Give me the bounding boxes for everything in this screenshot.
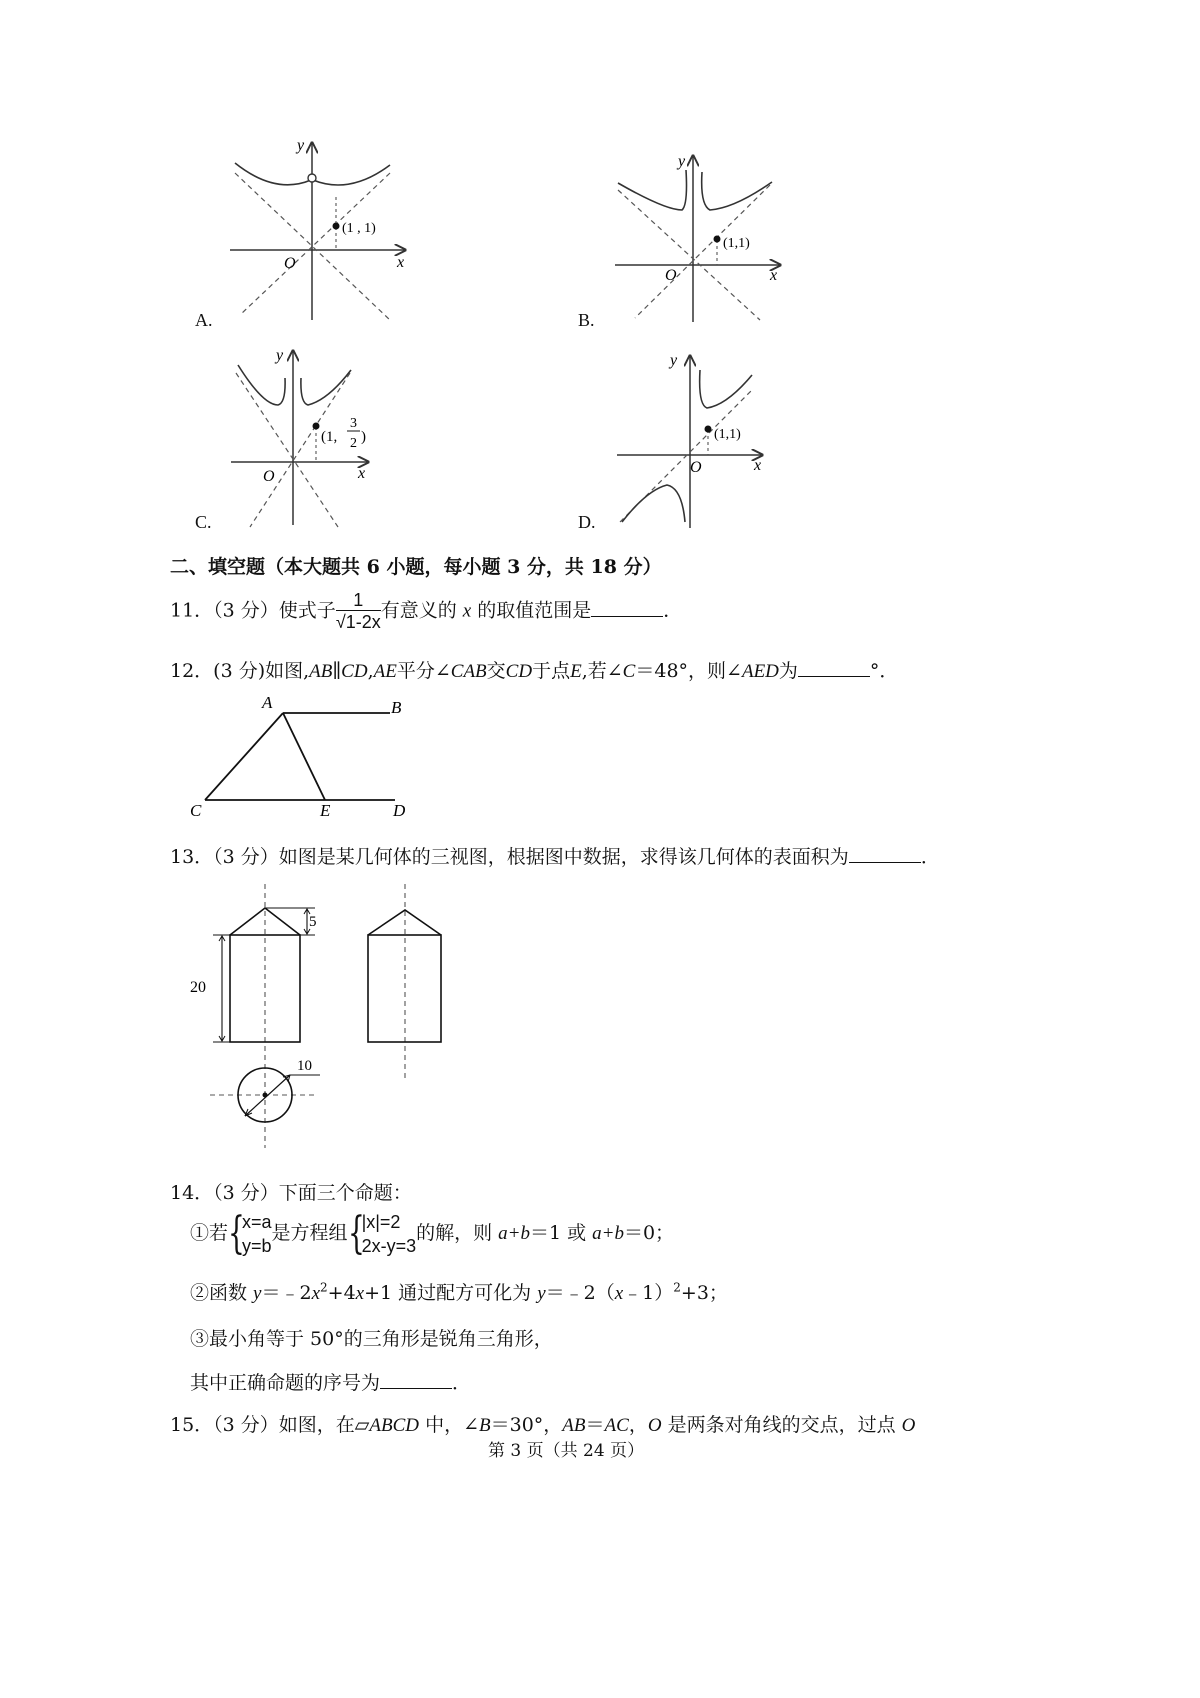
- svg-text:20: 20: [190, 979, 206, 996]
- graph-option-b: [610, 150, 790, 325]
- page-footer: 第 3 页（共 24 页）: [488, 1441, 645, 1461]
- svg-text:x: x: [397, 254, 405, 271]
- svg-text:5: 5: [309, 914, 317, 930]
- question-13: 13．（3 分）如图是某几何体的三视图，根据图中数据，求得该几何体的表面积为 ．: [170, 846, 940, 868]
- svg-text:x: x: [770, 267, 778, 284]
- question-15: 15．（3 分）如图，在▱ABCD 中，∠B＝30°，AB＝AC，O 是两条对角线的交点，过点 O: [170, 1414, 916, 1436]
- question-14-ask: 其中正确命题的序号为 ．: [190, 1372, 472, 1394]
- svg-text:(1,: (1,: [321, 429, 338, 445]
- svg-text:A: A: [262, 693, 273, 712]
- svg-text:O: O: [690, 459, 702, 476]
- option-label-c: C.: [195, 512, 212, 532]
- answer-blank-11[interactable]: [591, 598, 663, 617]
- fraction: $\frac{1}{√1-2x}$: [335, 590, 381, 632]
- option-label-b: B.: [578, 310, 595, 330]
- svg-text:x: x: [754, 457, 762, 474]
- equation-system-2: { |x|=2 2x-y=3: [347, 1208, 417, 1259]
- svg-text:3: 3: [350, 416, 357, 431]
- graph-a-point-label: (1 , 1): [342, 221, 376, 236]
- question-14-proposition-2: ②函数 $y=﹣2x^2+4x+1$ 通过配方可化为 y＝﹣2（x﹣1）$^2$+3；: [190, 1280, 728, 1304]
- figure-q12: [185, 688, 425, 823]
- svg-text:x: x: [358, 465, 366, 482]
- answer-blank-14[interactable]: [380, 1370, 452, 1389]
- option-label-a: A.: [195, 310, 213, 330]
- svg-text:10: 10: [297, 1058, 312, 1074]
- answer-blank-12[interactable]: [798, 658, 870, 677]
- question-11: 11．（3 分）使式子 $\frac{1}{√1-2x}$ 有意义的 x 的取值范围是 ．: [170, 590, 683, 632]
- svg-text:E: E: [320, 801, 331, 820]
- equation-system-1: { x=a y=b: [228, 1208, 272, 1259]
- question-14-proposition-1: ①若 { x=a y=b 是方程组 { |x|=2 2x-y=3 的解，则 a+b＝1 或 a+b＝0；: [190, 1208, 675, 1259]
- svg-text:D: D: [393, 801, 406, 820]
- svg-text:y: y: [276, 347, 284, 364]
- graph-option-c: [228, 345, 378, 530]
- svg-text:): ): [361, 429, 366, 445]
- question-14-intro: 14．（3 分）下面三个命题：: [170, 1182, 412, 1204]
- figure-q13-three-views: [185, 878, 475, 1158]
- question-14-proposition-3: ③最小角等于 50°的三角形是锐角三角形，: [190, 1328, 553, 1350]
- section-heading: 二、填空题（本大题共 6 小题，每小题 3 分，共 18 分）: [170, 556, 662, 578]
- svg-text:B: B: [391, 698, 402, 717]
- svg-text:y: y: [297, 137, 305, 154]
- svg-text:O: O: [263, 468, 275, 485]
- svg-text:C: C: [190, 801, 202, 820]
- svg-text:O: O: [284, 255, 296, 272]
- svg-text:O: O: [665, 267, 677, 284]
- graph-option-d: [612, 350, 772, 530]
- svg-text:2: 2: [350, 436, 357, 451]
- svg-text:(1,1): (1,1): [723, 236, 750, 251]
- graph-option-a: [225, 135, 415, 325]
- svg-text:y: y: [670, 352, 678, 369]
- question-12: 12．(3 分)如图,AB∥CD,AE平分∠CAB交CD于点E,若∠C＝48°，则∠AED为 °．: [170, 660, 899, 682]
- option-label-d: D.: [578, 512, 596, 532]
- svg-text:y: y: [678, 153, 686, 170]
- svg-text:(1,1): (1,1): [714, 427, 741, 442]
- answer-blank-13[interactable]: [849, 844, 921, 863]
